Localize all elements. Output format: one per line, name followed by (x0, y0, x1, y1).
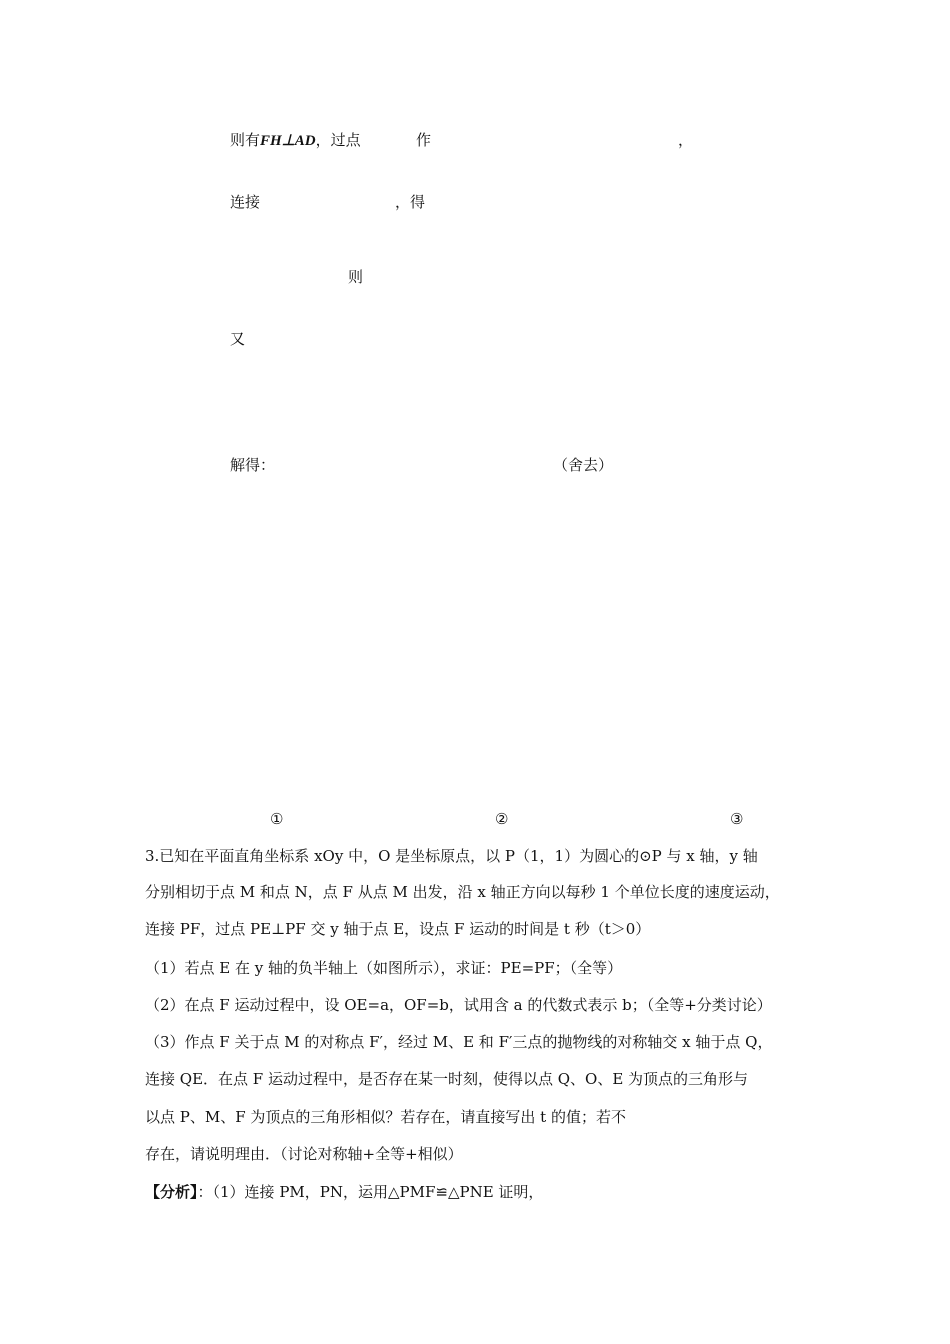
solution-line-4: 又 (230, 330, 246, 348)
problem-3-line: 3.已知在平面直角坐标系 xOy 中，O 是坐标原点，以 P（1，1）为圆心的⊙P 与 x 轴，y 轴 (145, 847, 758, 865)
analysis-line (145, 1182, 543, 1202)
solution-line-5-a: 解得： (230, 456, 276, 474)
solution-line-1-mid: ，过点 (315, 131, 361, 149)
problem-3-line: 连接 QE．在点 F 运动过程中，是否存在某一时刻，使得以点 Q、O、E 为顶点的三角形与 (145, 1070, 749, 1088)
analysis-text: ：（1）连接 PM，PN，运用△PMF≌△PNE 证明， (197, 1183, 544, 1201)
problem-3-part-2: （2）在点 F 运动过程中，设 OE=a，OF=b，试用含 a 的代数式表示 b；（全等+分类讨论） (145, 996, 772, 1014)
solution-line-3: 则 (348, 268, 364, 286)
figure-label-1: ① (270, 810, 284, 828)
math-fh-perp-ad: FH⊥AD (260, 133, 316, 149)
solution-line-1-zuo: 作 (416, 131, 432, 149)
solution-line-1-prefix: 则有 (230, 131, 261, 149)
solution-line-2-b: ，得 (395, 193, 426, 211)
problem-3-part-1: （1）若点 E 在 y 轴的负半轴上（如图所示），求证：PE=PF；（全等） (145, 959, 623, 977)
solution-line-5-b: （舍去） (553, 456, 614, 474)
solution-line-1-comma: ， (678, 131, 694, 149)
problem-3-part-3: （3）作点 F 关于点 M 的对称点 F′，经过 M、E 和 F′三点的抛物线的对称轴交 x 轴于点 Q， (145, 1033, 773, 1051)
problem-3-line: 连接 PF，过点 PE⊥PF 交 y 轴于点 E，设点 F 运动的时间是 t 秒（t＞0） (145, 920, 651, 938)
problem-3-line: 存在，请说明理由．（讨论对称轴+全等+相似） (145, 1145, 463, 1163)
problem-3-line: 分别相切于点 M 和点 N，点 F 从点 M 出发，沿 x 轴正方向以每秒 1 个单位长度的速度运动， (145, 883, 780, 901)
analysis-label: 【分析】 (145, 1183, 198, 1201)
problem-3-line: 以点 P、M、F 为顶点的三角形相似？若存在，请直接写出 t 的值；若不 (145, 1108, 626, 1126)
solution-line-2-a: 连接 (230, 193, 261, 211)
solution-line-1 (230, 130, 361, 151)
figure-label-2: ② (495, 810, 509, 828)
figure-label-3: ③ (730, 810, 744, 828)
